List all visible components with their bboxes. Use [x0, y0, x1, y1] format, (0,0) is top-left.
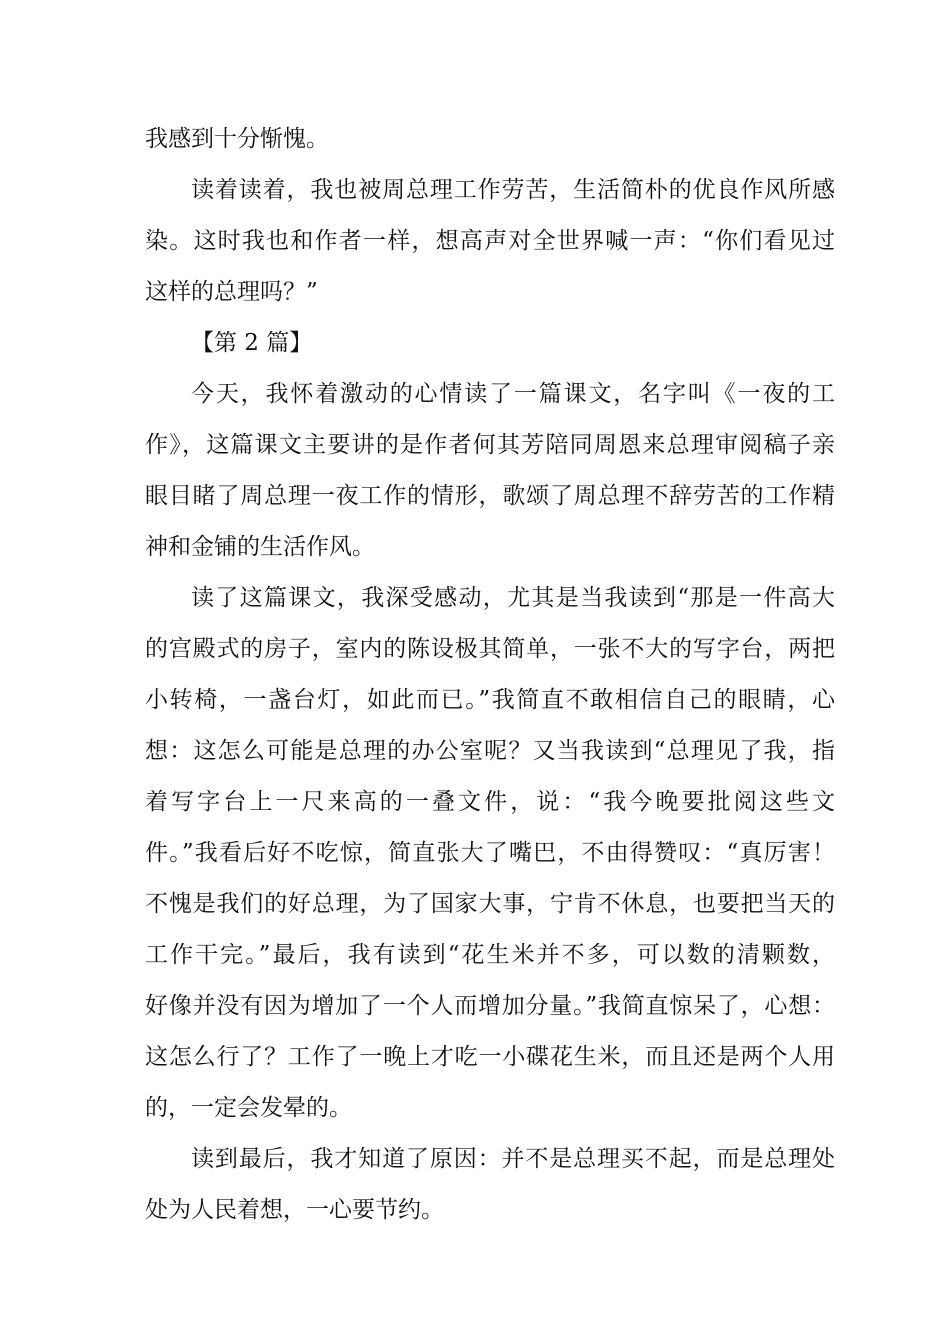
paragraph-line: 着写字台上一尺来高的一叠文件，说：“我今晚要批阅这些文 — [145, 789, 835, 815]
paragraph-line: 的宫殿式的房子，室内的陈设极其简单，一张不大的写字台，两把 — [145, 636, 835, 662]
paragraph-line: 神和金铺的生活作风。 — [145, 534, 375, 560]
paragraph-line: 作》，这篇课文主要讲的是作者何其芳陪同周恩来总理审阅稿子亲 — [145, 432, 835, 458]
paragraph-line: 读着读着，我也被周总理工作劳苦，生活简朴的优良作风所感 — [191, 177, 835, 203]
paragraph-line: 读到最后，我才知道了原因：并不是总理买不起，而是总理处 — [191, 1146, 835, 1172]
paragraph-line: 今天，我怀着激动的心情读了一篇课文，名字叫《一夜的工 — [191, 381, 835, 407]
section-heading: 【第 2 篇】 — [191, 330, 313, 356]
paragraph-line: 这怎么行了？工作了一晚上才吃一小碟花生米，而且还是两个人用 — [145, 1044, 835, 1070]
paragraph-line: 这样的总理吗？” — [145, 279, 318, 305]
paragraph-line: 染。这时我也和作者一样，想高声对全世界喊一声：“你们看见过 — [145, 228, 835, 254]
document-body — [145, 114, 835, 1236]
paragraph-line: 处为人民着想，一心要节约。 — [145, 1197, 444, 1223]
paragraph-line: 工作干完。”最后，我有读到“花生米并不多，可以数的清颗数， — [145, 942, 835, 968]
paragraph-line: 想：这怎么可能是总理的办公室呢？又当我读到“总理见了我，指 — [145, 738, 835, 764]
paragraph-line: 眼目睹了周总理一夜工作的情形，歌颂了周总理不辞劳苦的工作精 — [145, 483, 835, 509]
paragraph-line: 件。”我看后好不吃惊，简直张大了嘴巴，不由得赞叹：“真厉害！ — [145, 840, 835, 866]
paragraph-line: 小转椅，一盏台灯，如此而已。”我简直不敢相信自己的眼睛，心 — [145, 687, 835, 713]
paragraph-line: 读了这篇课文，我深受感动，尤其是当我读到“那是一件高大 — [191, 585, 835, 611]
paragraph-line: 好像并没有因为增加了一个人而增加分量。”我简直惊呆了，心想： — [145, 993, 835, 1019]
paragraph-line: 我感到十分惭愧。 — [145, 126, 329, 152]
paragraph-line: 不愧是我们的好总理，为了国家大事，宁肯不休息，也要把当天的 — [145, 891, 835, 917]
paragraph-line: 的，一定会发晕的。 — [145, 1095, 352, 1121]
